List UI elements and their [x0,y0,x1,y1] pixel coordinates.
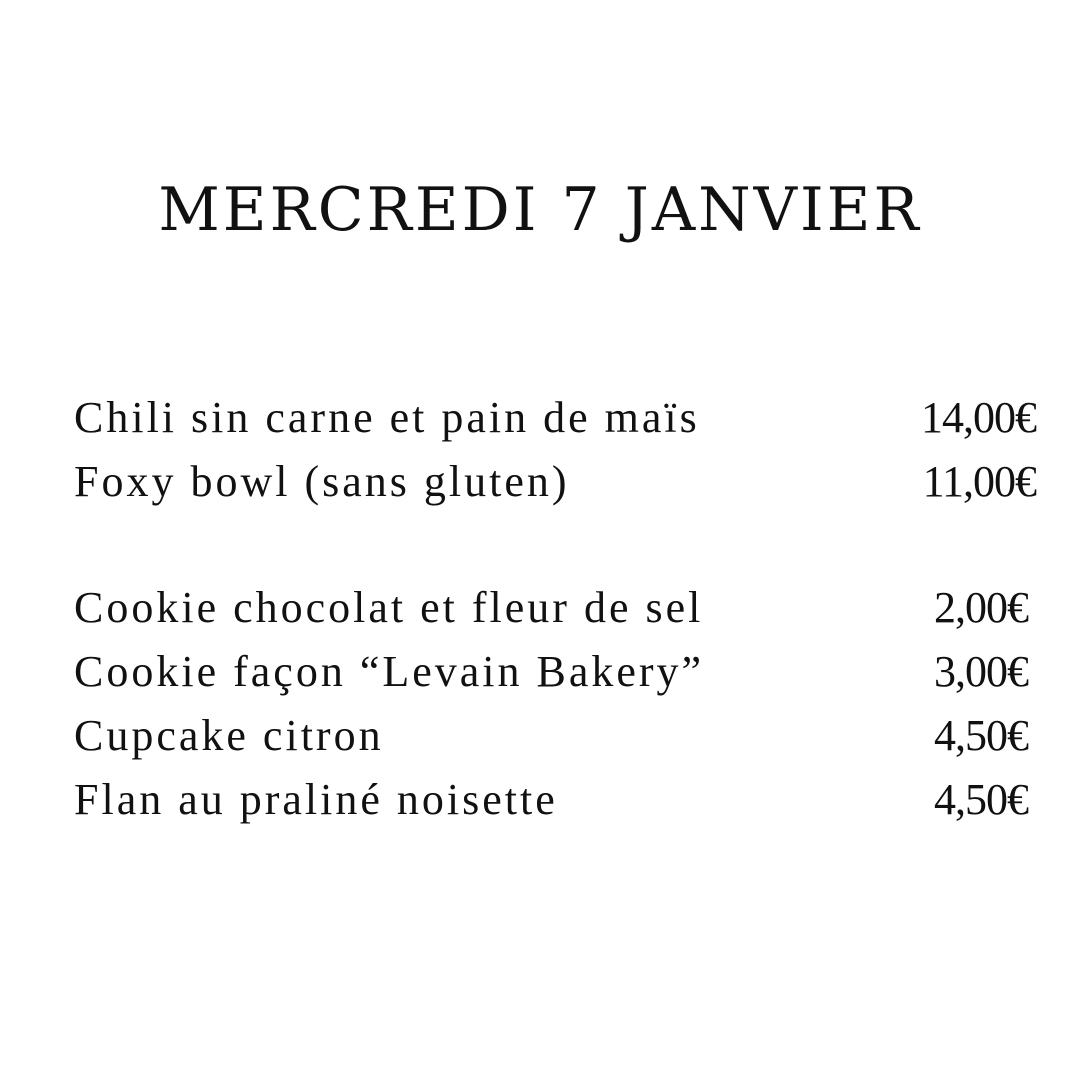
mains-section [74,386,1036,514]
menu-date-title: MERCREDI 7 JANVIER [158,175,922,245]
menu-item-price: 3,00€ [934,647,1028,696]
menu-item-price: 14,00€ [921,393,1036,442]
menu-item [74,386,1036,450]
menu-item-name: Flan au praliné noisette [74,775,558,824]
menu-item-price: 4,50€ [934,711,1028,760]
desserts-section [74,576,1036,832]
menu-item [74,576,1036,640]
menu-item-price: 2,00€ [934,583,1028,632]
menu-item-name: Cookie chocolat et fleur de sel [74,583,704,632]
menu-item-name: Cupcake citron [74,711,384,760]
menu-item-name: Chili sin carne et pain de maïs [74,393,700,442]
menu-item-name: Foxy bowl (sans gluten) [74,457,570,506]
menu-item-name: Cookie façon “Levain Bakery” [74,647,705,696]
menu-item-price: 11,00€ [922,457,1036,506]
menu-item [74,640,1036,704]
menu-item-price: 4,50€ [934,775,1028,824]
menu-item [74,450,1036,514]
menu-item [74,704,1036,768]
menu-item [74,768,1036,832]
